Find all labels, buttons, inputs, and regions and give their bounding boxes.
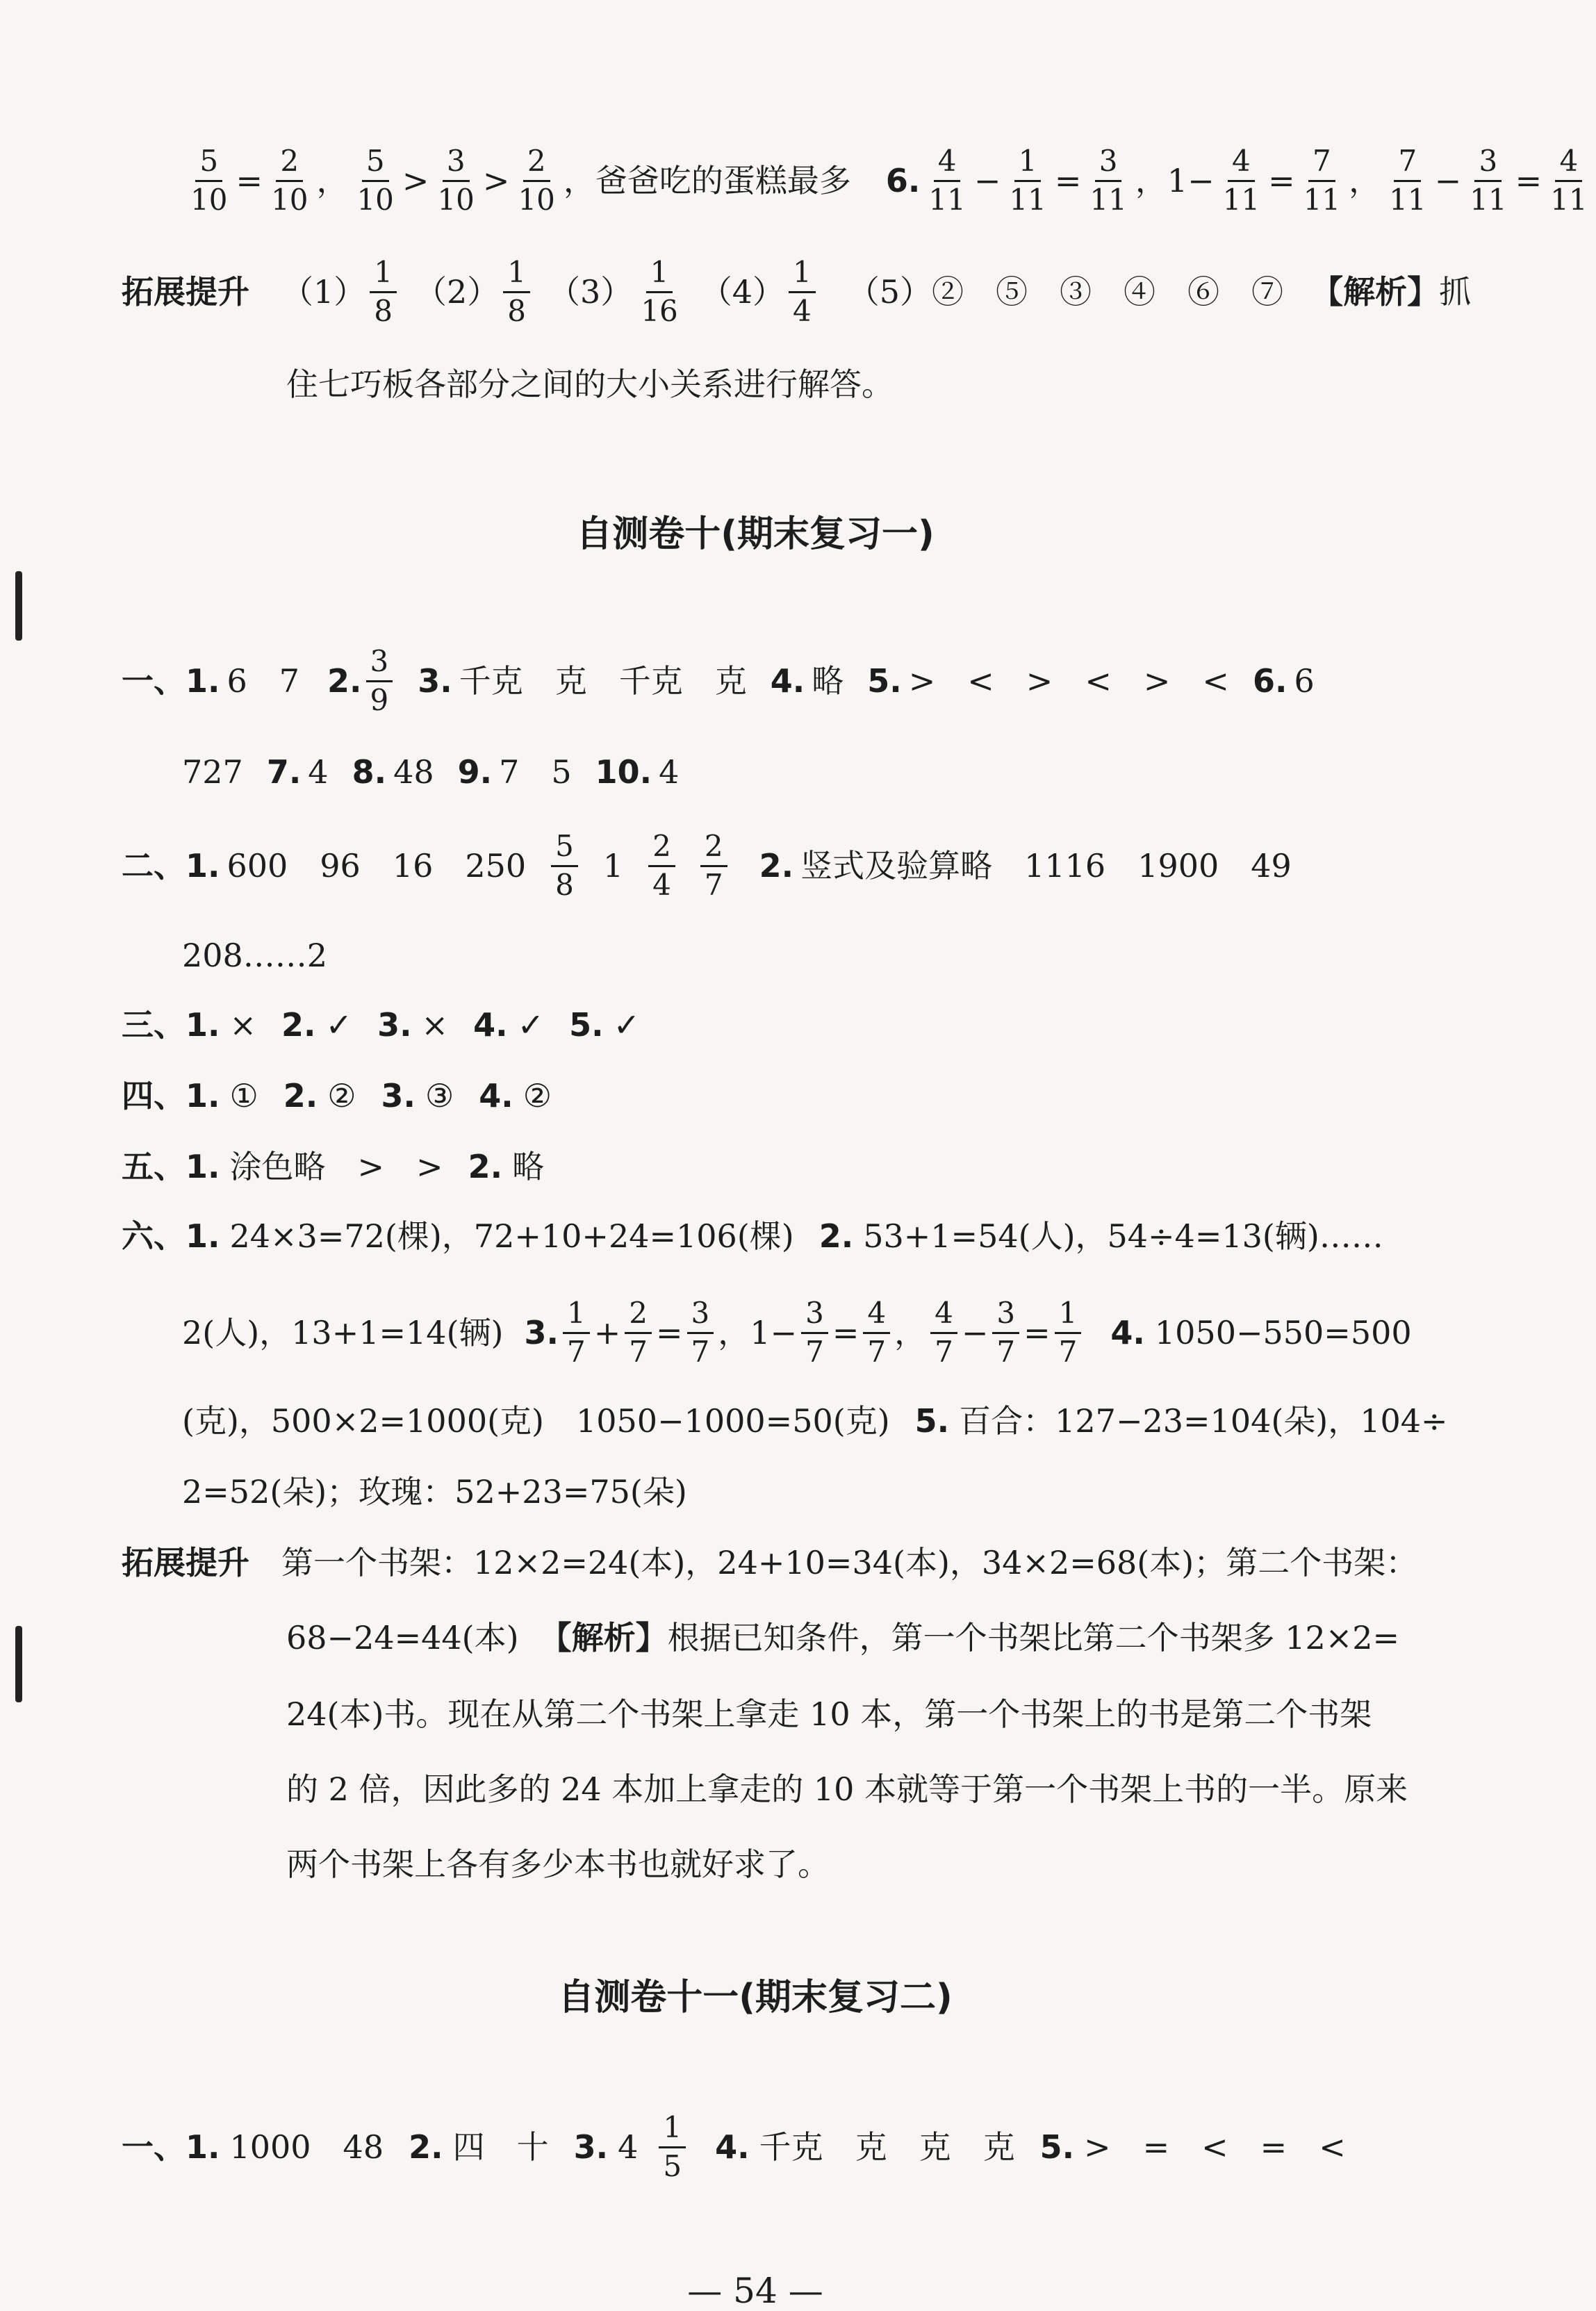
fraction: $\frac{2}{10}$ (518, 144, 555, 217)
part-2-line-1: 二、 1. 600 96 16 250 $\frac{5}{8}$ 1 $\frac{2}{4}$ $\frac{2}{7}$ 2. 竖式及验算略 1116 1900 49 (122, 829, 1292, 902)
part-1-line-1: 一、 1. 6 7 2. $\frac{3}{9}$ 3. 千克 克 千克 克 4. 略 5. > < > < > < 6. 6 (122, 644, 1315, 717)
part-4-line: 四、 1. ① 2. ② 3. ③ 4. ② (122, 1077, 552, 1115)
section-title: 自测卷十一(期末复习二) (558, 1977, 953, 2018)
page-number: — 54 — (687, 2271, 823, 2311)
part-2-line-2: 208……2 (182, 937, 328, 974)
part-6-line-4: 2=52(朵)；玫瑰：52+23=75(朵) (182, 1473, 687, 1511)
fraction: $\frac{5}{10}$ (356, 144, 394, 217)
extension-line-1: 拓展提升 （1） $\frac{1}{8}$ （2） $\frac{1}{8}$ （3） $\frac{1}{16}$ （4） $\frac{1}{4}$ （5）② ⑤ ③ ④ ⑥ ⑦ 【解析】 抓 (122, 255, 1472, 328)
section-title: 自测卷十(期末复习一) (576, 513, 935, 555)
part-5-line: 五、 1. 涂色略 > > 2. 略 (122, 1148, 545, 1185)
question-number: 6. (885, 162, 921, 199)
part-6-line-2: 2(人)，13+1=14(辆) 3. $\frac{1}{7}$ + $\frac{2}{7}$ = $\frac{3}{7}$ ， 1 − $\frac{3}{7}$ = $\frac{4}{7}$ ， $\frac{4}{7}$ − $\frac{3}{7}$ = $\frac{1}{7}$ 4. 1050−550=500 (182, 1296, 1412, 1369)
extension-2-line-5: 两个书架上各有多少本书也就好求了。 (286, 1845, 830, 1883)
extension-2-line-2: 68−24=44(本) 【解析】 根据已知条件，第一个书架比第二个书架多 12×2= (286, 1619, 1400, 1656)
fraction: $\frac{5}{10}$ (190, 144, 228, 217)
scan-mark (15, 571, 22, 641)
part-6-line-1: 六、 1. 24×3=72(棵)，72+10+24=106(棵) 2. 53+1=54(人)，54÷4=13(辆)…… (122, 1217, 1383, 1255)
part-6-line-3: (克)，500×2=1000(克) 1050−1000=50(克) 5. 百合：127−23=104(朵)，104÷ (182, 1402, 1448, 1440)
extension-line-2: 住七巧板各部分之间的大小关系进行解答。 (286, 365, 894, 403)
part-3-line: 三、 1. × 2. ✓ 3. × 4. ✓ 5. ✓ (122, 1006, 641, 1044)
extension-2-line-4: 的 2 倍，因此多的 24 本加上拿走的 10 本就等于第一个书架上书的一半。原来 (286, 1770, 1408, 1808)
extension-2-line-3: 24(本)书。现在从第二个书架上拿走 10 本，第一个书架上的书是第二个书架 (286, 1695, 1372, 1733)
fraction: $\frac{3}{10}$ (437, 144, 475, 217)
part-1-line-2: 727 7. 4 8. 48 9. 7 5 10. 4 (182, 753, 680, 791)
fraction: $\frac{2}{10}$ (271, 144, 308, 217)
scan-mark (15, 1626, 22, 1702)
extension-label: 拓展提升 (122, 273, 249, 311)
part-1-line: 一、 1. 1000 48 2. 四 十 3. 4 $\frac{1}{5}$ 4. 千克 克 克 克 5. > = < = < (122, 2110, 1346, 2183)
extension-2-line-1: 拓展提升 第一个书架：12×2=24(本)，24+10=34(本)，34×2=68(本)；第二个书架： (122, 1544, 1418, 1581)
continued-line-1: $\frac{5}{10}$ = $\frac{2}{10}$ ， $\frac{5}{10}$ > $\frac{3}{10}$ > $\frac{2}{10}$ ，爸爸吃的蛋糕最多 6. $\frac{4}{11}$ − $\frac{1}{11}$ = $\frac{3}{11}$ ， 1 − $\frac{4}{11}$ = $\frac{7}{11}$ ， $\frac{7}{11}$ − $\frac{3}{11}$ = $\frac{4}{11}$ (182, 139, 1596, 222)
